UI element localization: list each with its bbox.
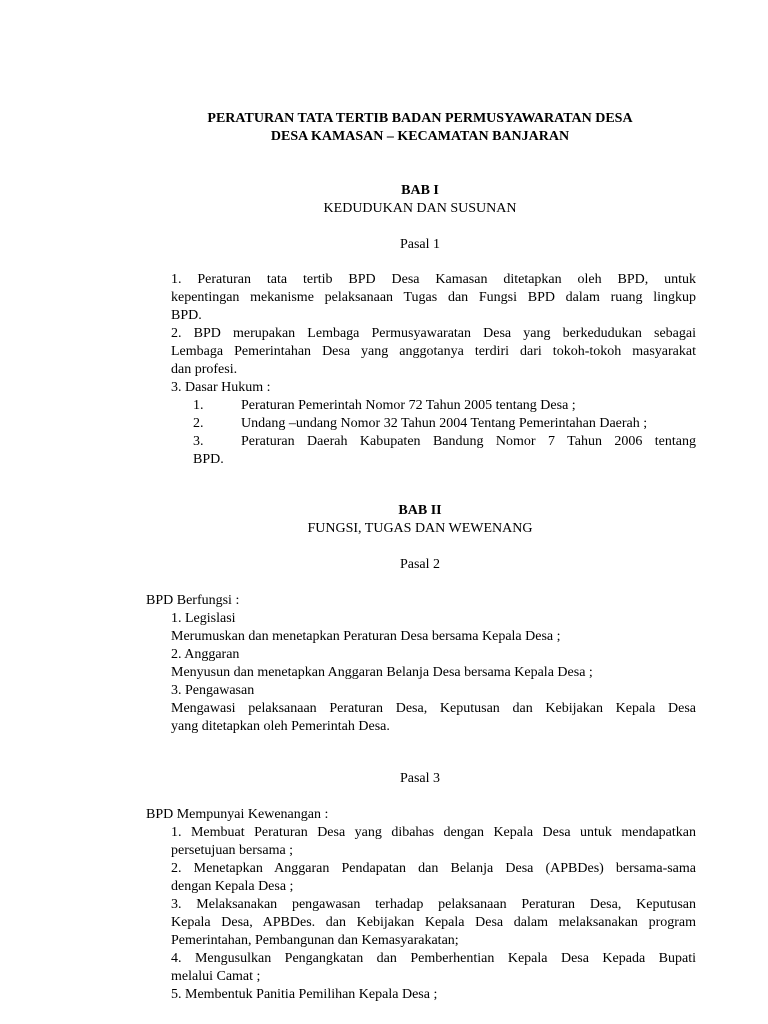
wewenang-1-line1: 1. Membuat Peraturan Desa yang dibahas dengan Kepala Desa untuk mendapatkan xyxy=(171,825,696,840)
fungsi-2-text: Menyusun dan menetapkan Anggaran Belanja Desa bersama Kepala Desa ; xyxy=(171,665,593,680)
wewenang-3-line3: Pemerintahan, Pembangunan dan Kemasyarakatan; xyxy=(171,933,459,948)
fungsi-intro: BPD Berfungsi : xyxy=(146,593,240,608)
pasal1-item2-line2: Lembaga Pemerintahan Desa yang anggotanya terdiri dari tokoh-tokoh masyarakat xyxy=(171,344,696,359)
bab2-heading: BAB II xyxy=(398,503,442,518)
bab1-heading: BAB I xyxy=(401,183,439,198)
dasar-hukum-item: 1. Peraturan Pemerintah Nomor 72 Tahun 2005 tentang Desa ; xyxy=(193,398,576,413)
wewenang-4-line1: 4. Mengusulkan Pengangkatan dan Pemberhentian Kepala Desa Kepada Bupati xyxy=(171,951,696,966)
pasal1-item2-line3: dan profesi. xyxy=(171,362,238,377)
pasal1-body xyxy=(171,271,696,397)
bab1-subheading: KEDUDUKAN DAN SUSUNAN xyxy=(323,201,517,216)
fungsi-3-text-line1: Mengawasi pelaksanaan Peraturan Desa, Keputusan dan Kebijakan Kepala Desa xyxy=(171,701,696,716)
pasal1-item2-line1: 2. BPD merupakan Lembaga Permusyawaratan Desa yang berkedudukan sebagai xyxy=(171,326,696,341)
wewenang-2-line2: dengan Kepala Desa ; xyxy=(171,879,294,894)
dasar-hukum-item: 3. Peraturan Daerah Kabupaten Bandung Nomor 7 Tahun 2006 tentang xyxy=(193,434,696,449)
fungsi-1-text: Merumuskan dan menetapkan Peraturan Desa bersama Kepala Desa ; xyxy=(171,629,561,644)
wewenang-3-line2: Kepala Desa, APBDes. dan Kebijakan Kepala Desa dalam melaksanakan program xyxy=(171,915,696,930)
fungsi-3-heading: 3. Pengawasan xyxy=(171,683,255,698)
dasar-hukum-list xyxy=(193,397,696,469)
fungsi-3-text-line2: yang ditetapkan oleh Pemerintah Desa. xyxy=(171,719,390,734)
fungsi-2-heading: 2. Anggaran xyxy=(171,647,240,662)
pasal1-item3: 3. Dasar Hukum : xyxy=(171,380,271,395)
wewenang-3-line1: 3. Melaksanakan pengawasan terhadap pelaksanaan Peraturan Desa, Keputusan xyxy=(171,897,696,912)
pasal1-item1-line2: kepentingan mekanisme pelaksanaan Tugas dan Fungsi BPD dalam ruang lingkup xyxy=(171,290,696,305)
dasar-hukum-item: 2. Undang –undang Nomor 32 Tahun 2004 Tentang Pemerintahan Daerah ; xyxy=(193,416,648,431)
pasal3-heading: Pasal 3 xyxy=(399,771,441,786)
pasal1-item1-line3: BPD. xyxy=(171,308,202,323)
pasal1-heading: Pasal 1 xyxy=(399,237,441,252)
wewenang-intro: BPD Mempunyai Kewenangan : xyxy=(146,807,329,822)
document-title-line1: PERATURAN TATA TERTIB BADAN PERMUSYAWARATAN DESA xyxy=(207,111,633,126)
wewenang-1-line2: persetujuan bersama ; xyxy=(171,843,294,858)
wewenang-5: 5. Membentuk Panitia Pemilihan Kepala Desa ; xyxy=(171,987,438,1002)
dasar-hukum-item3-cont: BPD. xyxy=(193,452,224,467)
wewenang-4-line2: melalui Camat ; xyxy=(171,969,261,984)
fungsi-1-heading: 1. Legislasi xyxy=(171,611,236,626)
bab2-subheading: FUNGSI, TUGAS DAN WEWENANG xyxy=(307,521,533,536)
wewenang-2-line1: 2. Menetapkan Anggaran Pendapatan dan Belanja Desa (APBDes) bersama-sama xyxy=(171,861,696,876)
wewenang-list xyxy=(171,824,696,1004)
fungsi-list xyxy=(171,610,696,736)
document-title-line2: DESA KAMASAN – KECAMATAN BANJARAN xyxy=(270,129,570,144)
pasal2-heading: Pasal 2 xyxy=(399,557,441,572)
pasal1-item1-line1: 1. Peraturan tata tertib BPD Desa Kamasan ditetapkan oleh BPD, untuk xyxy=(171,272,696,287)
